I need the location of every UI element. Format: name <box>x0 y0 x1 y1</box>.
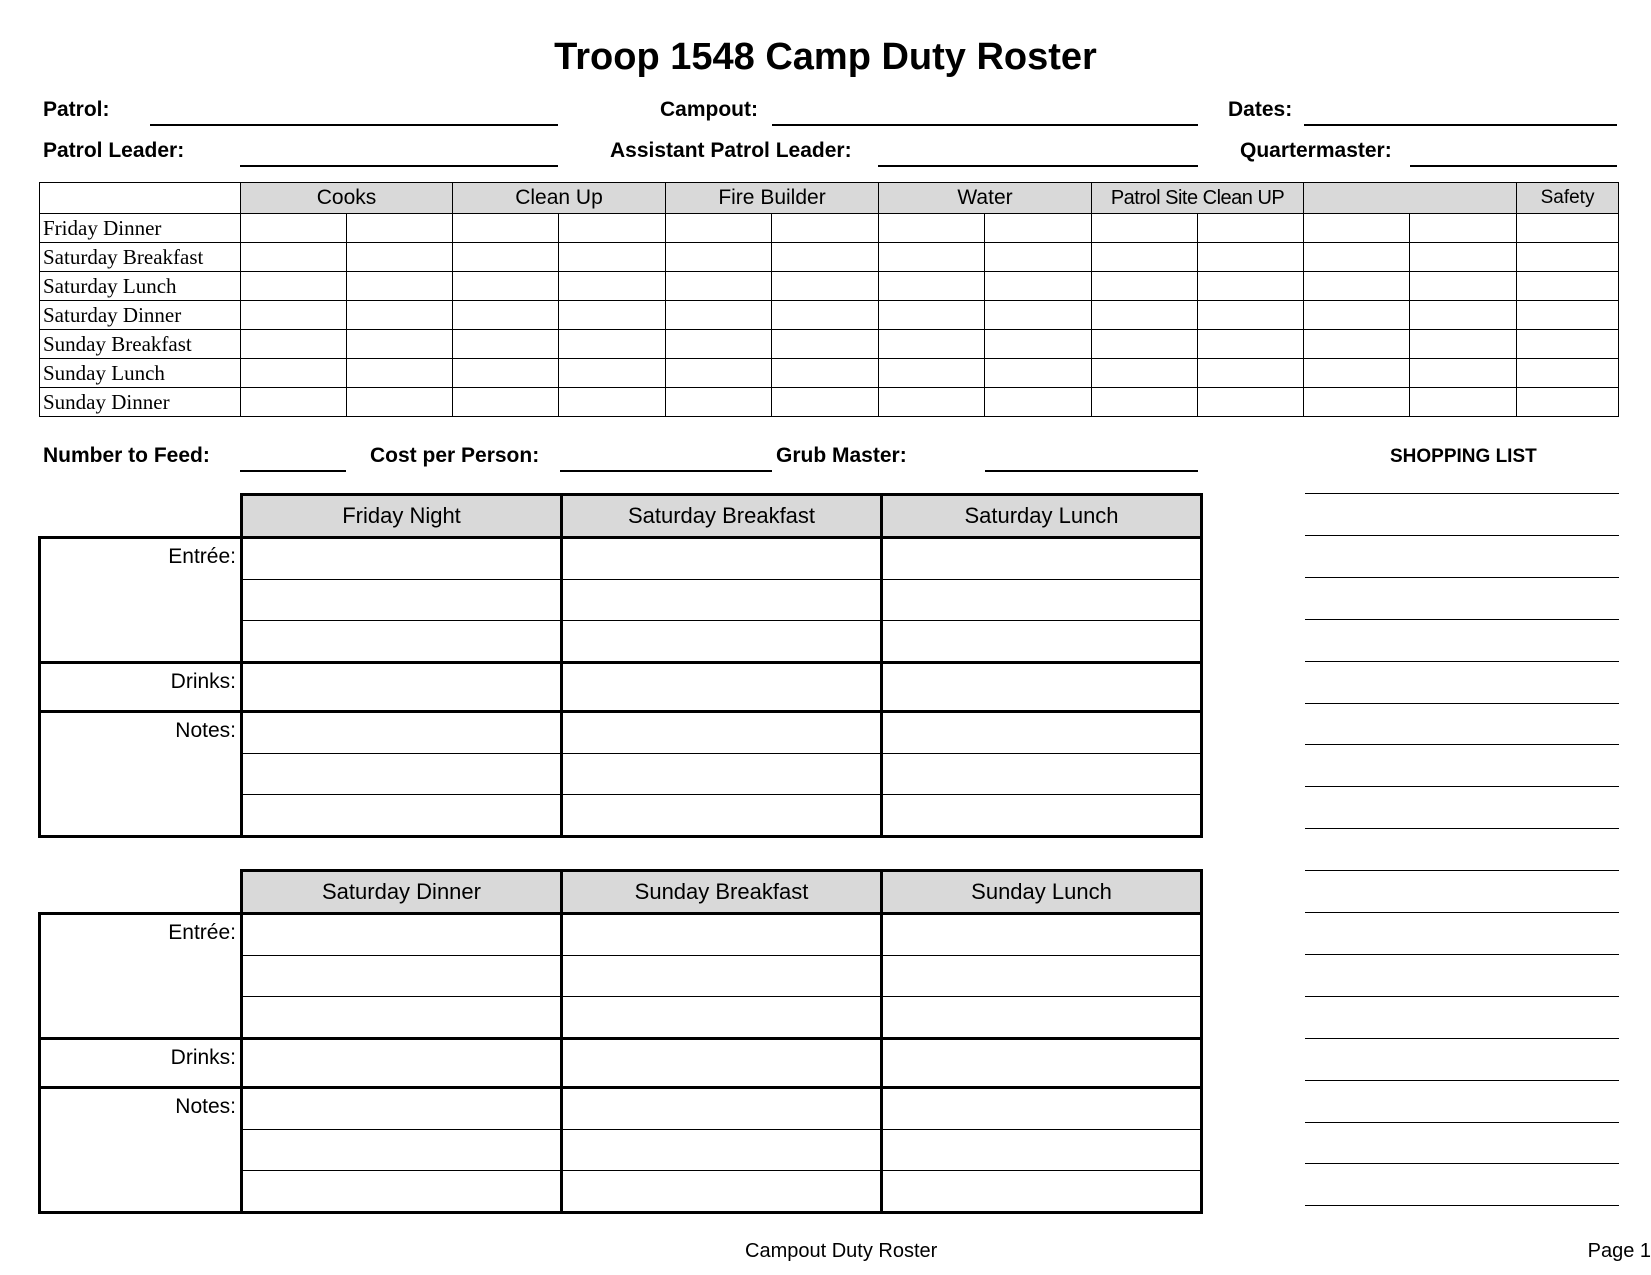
duty-cell[interactable] <box>772 359 879 388</box>
duty-meal-label: Saturday Lunch <box>40 272 241 301</box>
patrol-leader-label: Patrol Leader: <box>43 139 185 162</box>
duty-cell[interactable] <box>985 359 1092 388</box>
duty-cell[interactable] <box>1092 214 1198 243</box>
notes-label: Notes: <box>40 1088 242 1213</box>
duty-cell[interactable] <box>453 272 559 301</box>
duty-cell[interactable] <box>559 388 666 417</box>
duty-cell[interactable] <box>1198 301 1304 330</box>
menu-cell[interactable] <box>242 580 562 621</box>
menu-cell[interactable] <box>242 754 562 795</box>
menu-col-saturday-dinner: Saturday Dinner <box>242 871 562 914</box>
duty-cell[interactable] <box>1410 301 1517 330</box>
duty-cell[interactable] <box>985 272 1092 301</box>
duty-row <box>40 388 1619 417</box>
assistant-patrol-leader-label: Assistant Patrol Leader: <box>610 139 852 162</box>
duty-cell[interactable] <box>772 330 879 359</box>
duty-cell[interactable] <box>1304 301 1410 330</box>
duty-cell[interactable] <box>1304 214 1410 243</box>
menu-cell[interactable] <box>242 663 562 712</box>
duty-cell[interactable] <box>1410 330 1517 359</box>
duty-cell[interactable] <box>1410 214 1517 243</box>
campout-label: Campout: <box>660 98 758 121</box>
menu-cell[interactable] <box>242 1088 562 1130</box>
menu-table-1 <box>38 493 1203 838</box>
duty-col-fire-builder: Fire Builder <box>666 183 879 214</box>
dates-field[interactable] <box>1304 124 1617 126</box>
menu-corner-cell <box>40 495 242 538</box>
grub-master-label: Grub Master: <box>776 444 907 467</box>
shopping-list-line[interactable] <box>1305 828 1619 829</box>
duty-cell[interactable] <box>1092 330 1198 359</box>
duty-cell[interactable] <box>241 330 347 359</box>
menu-cell[interactable] <box>242 1039 562 1088</box>
duty-cell[interactable] <box>241 301 347 330</box>
duty-cell[interactable] <box>241 214 347 243</box>
menu-cell[interactable] <box>882 1088 1202 1130</box>
menu-cell[interactable] <box>562 1130 882 1171</box>
duty-meal-label: Sunday Dinner <box>40 388 241 417</box>
duty-meal-label: Sunday Breakfast <box>40 330 241 359</box>
patrol-field[interactable] <box>150 124 558 126</box>
menu-cell[interactable] <box>562 538 882 580</box>
menu-cell[interactable] <box>562 956 882 997</box>
duty-row <box>40 301 1619 330</box>
duty-cell[interactable] <box>1410 272 1517 301</box>
shopping-list-line[interactable] <box>1305 786 1619 787</box>
menu-cell[interactable] <box>882 1039 1202 1088</box>
menu-cell[interactable] <box>242 997 562 1039</box>
duty-cell[interactable] <box>985 214 1092 243</box>
duty-cell[interactable] <box>666 359 772 388</box>
duty-row <box>40 359 1619 388</box>
menu-cell[interactable] <box>882 754 1202 795</box>
grub-master-field[interactable] <box>985 470 1198 472</box>
duty-col-cooks: Cooks <box>241 183 453 214</box>
menu-cell[interactable] <box>562 621 882 663</box>
shopping-list-line[interactable] <box>1305 1205 1619 1206</box>
duty-cell[interactable] <box>1517 359 1619 388</box>
menu-cell[interactable] <box>242 795 562 837</box>
duty-corner-cell <box>40 183 241 214</box>
duty-cell[interactable] <box>666 214 772 243</box>
duty-row <box>40 243 1619 272</box>
patrol-label: Patrol: <box>43 98 110 121</box>
duty-cell[interactable] <box>879 359 985 388</box>
shopping-list-line[interactable] <box>1305 493 1619 494</box>
drinks-label: Drinks: <box>40 1039 242 1088</box>
duty-cell[interactable] <box>453 359 559 388</box>
cost-per-person-label: Cost per Person: <box>370 444 540 467</box>
duty-cell[interactable] <box>453 243 559 272</box>
duty-meal-label: Friday Dinner <box>40 214 241 243</box>
shopping-list-line[interactable] <box>1305 954 1619 955</box>
menu-cell[interactable] <box>242 538 562 580</box>
duty-cell[interactable] <box>1517 272 1619 301</box>
menu-corner-cell <box>40 871 242 914</box>
duty-cell[interactable] <box>879 330 985 359</box>
duty-cell[interactable] <box>1410 388 1517 417</box>
duty-cell[interactable] <box>347 388 453 417</box>
duty-cell[interactable] <box>453 214 559 243</box>
dates-label: Dates: <box>1228 98 1293 121</box>
shopping-list-line[interactable] <box>1305 1122 1619 1123</box>
menu-cell[interactable] <box>242 914 562 956</box>
duty-cell[interactable] <box>1517 243 1619 272</box>
duty-cell[interactable] <box>772 388 879 417</box>
duty-cell[interactable] <box>879 272 985 301</box>
menu-cell[interactable] <box>562 795 882 837</box>
menu-cell[interactable] <box>242 1130 562 1171</box>
duty-cell[interactable] <box>347 272 453 301</box>
duty-cell[interactable] <box>772 272 879 301</box>
menu-cell[interactable] <box>562 997 882 1039</box>
duty-cell[interactable] <box>453 330 559 359</box>
duty-cell[interactable] <box>879 243 985 272</box>
duty-meal-label: Sunday Lunch <box>40 359 241 388</box>
duty-cell[interactable] <box>347 214 453 243</box>
duty-cell[interactable] <box>1517 214 1619 243</box>
menu-cell[interactable] <box>242 621 562 663</box>
entree-label: Entrée: <box>40 914 242 1039</box>
menu-cell[interactable] <box>882 663 1202 712</box>
footer-title: Campout Duty Roster <box>745 1240 938 1262</box>
duty-meal-label: Saturday Breakfast <box>40 243 241 272</box>
shopping-list-line[interactable] <box>1305 996 1619 997</box>
quartermaster-label: Quartermaster: <box>1240 139 1392 162</box>
duty-header-row <box>40 183 1619 214</box>
duty-cell[interactable] <box>1092 388 1198 417</box>
duty-cell[interactable] <box>985 330 1092 359</box>
number-to-feed-label: Number to Feed: <box>43 444 210 467</box>
duty-cell[interactable] <box>559 214 666 243</box>
duty-cell[interactable] <box>241 359 347 388</box>
menu-cell[interactable] <box>882 795 1202 837</box>
shopping-list-line[interactable] <box>1305 703 1619 704</box>
shopping-list-line[interactable] <box>1305 744 1619 745</box>
page-title: Troop 1548 Camp Duty Roster <box>554 36 1097 78</box>
duty-cell[interactable] <box>1092 301 1198 330</box>
duty-cell[interactable] <box>559 243 666 272</box>
duty-cell[interactable] <box>1198 388 1304 417</box>
duty-cell[interactable] <box>879 214 985 243</box>
duty-cell[interactable] <box>879 388 985 417</box>
duty-col-safety: Safety <box>1517 183 1619 214</box>
cost-per-person-field[interactable] <box>560 470 772 472</box>
shopping-list-line[interactable] <box>1305 661 1619 662</box>
duty-cell[interactable] <box>347 359 453 388</box>
shopping-list-line[interactable] <box>1305 912 1619 913</box>
duty-cell[interactable] <box>666 301 772 330</box>
notes-label: Notes: <box>40 712 242 837</box>
duty-cell[interactable] <box>1517 301 1619 330</box>
menu-cell[interactable] <box>882 1171 1202 1213</box>
menu-cell[interactable] <box>562 914 882 956</box>
duty-cell[interactable] <box>1517 388 1619 417</box>
drinks-label: Drinks: <box>40 663 242 712</box>
duty-cell[interactable] <box>1304 359 1410 388</box>
duty-cell[interactable] <box>1198 330 1304 359</box>
menu-cell[interactable] <box>242 1171 562 1213</box>
shopping-list-line[interactable] <box>1305 619 1619 620</box>
menu-cell[interactable] <box>562 580 882 621</box>
duty-cell[interactable] <box>666 330 772 359</box>
campout-field[interactable] <box>772 124 1198 126</box>
menu-header-row <box>40 495 1202 538</box>
duty-cell[interactable] <box>985 301 1092 330</box>
duty-cell[interactable] <box>559 301 666 330</box>
quartermaster-field[interactable] <box>1410 165 1617 167</box>
duty-cell[interactable] <box>453 388 559 417</box>
duty-cell[interactable] <box>879 301 985 330</box>
menu-cell[interactable] <box>882 621 1202 663</box>
number-to-feed-field[interactable] <box>240 470 346 472</box>
duty-cell[interactable] <box>347 243 453 272</box>
duty-cell[interactable] <box>1304 388 1410 417</box>
shopping-list-line[interactable] <box>1305 1163 1619 1164</box>
menu-cell[interactable] <box>242 712 562 754</box>
menu-col-sunday-lunch: Sunday Lunch <box>882 871 1202 914</box>
menu-cell[interactable] <box>562 1088 882 1130</box>
menu-cell[interactable] <box>562 712 882 754</box>
duty-cell[interactable] <box>985 388 1092 417</box>
menu-cell[interactable] <box>882 997 1202 1039</box>
menu-cell[interactable] <box>562 754 882 795</box>
shopping-list-line[interactable] <box>1305 1080 1619 1081</box>
shopping-list-line[interactable] <box>1305 577 1619 578</box>
duty-col-clean-up: Clean Up <box>453 183 666 214</box>
menu-col-saturday-lunch: Saturday Lunch <box>882 495 1202 538</box>
menu-cell[interactable] <box>562 1171 882 1213</box>
duty-cell[interactable] <box>559 272 666 301</box>
duty-cell[interactable] <box>241 272 347 301</box>
menu-header-row <box>40 871 1202 914</box>
page-number: Page 1 <box>1587 1240 1651 1262</box>
shopping-list-title: SHOPPING LIST <box>1390 446 1537 467</box>
duty-cell[interactable] <box>772 214 879 243</box>
duty-cell[interactable] <box>1410 359 1517 388</box>
menu-cell[interactable] <box>882 712 1202 754</box>
duty-cell[interactable] <box>241 388 347 417</box>
duty-col-patrol-site-clean-up: Patrol Site Clean UP <box>1092 183 1304 214</box>
duty-cell[interactable] <box>1198 243 1304 272</box>
duty-cell[interactable] <box>666 272 772 301</box>
menu-cell[interactable] <box>882 580 1202 621</box>
duty-cell[interactable] <box>1198 272 1304 301</box>
menu-cell[interactable] <box>562 1039 882 1088</box>
duty-cell[interactable] <box>985 243 1092 272</box>
duty-cell[interactable] <box>1092 272 1198 301</box>
duty-cell[interactable] <box>559 359 666 388</box>
duty-row <box>40 330 1619 359</box>
duty-cell[interactable] <box>347 330 453 359</box>
duty-cell[interactable] <box>347 301 453 330</box>
duty-cell[interactable] <box>1517 330 1619 359</box>
duty-meal-label: Saturday Dinner <box>40 301 241 330</box>
entree-label: Entrée: <box>40 538 242 663</box>
menu-cell[interactable] <box>882 538 1202 580</box>
duty-cell[interactable] <box>666 243 772 272</box>
duty-cell[interactable] <box>1198 359 1304 388</box>
menu-cell[interactable] <box>882 914 1202 956</box>
duty-cell[interactable] <box>1092 359 1198 388</box>
menu-table-2 <box>38 869 1203 1214</box>
duty-cell[interactable] <box>1092 243 1198 272</box>
menu-cell[interactable] <box>882 956 1202 997</box>
duty-cell[interactable] <box>241 243 347 272</box>
menu-col-saturday-breakfast: Saturday Breakfast <box>562 495 882 538</box>
duty-cell[interactable] <box>1410 243 1517 272</box>
duty-row <box>40 214 1619 243</box>
duty-col-water: Water <box>879 183 1092 214</box>
shopping-list-line[interactable] <box>1305 535 1619 536</box>
duty-cell[interactable] <box>772 243 879 272</box>
assistant-patrol-leader-field[interactable] <box>878 165 1198 167</box>
duty-cell[interactable] <box>559 330 666 359</box>
menu-cell[interactable] <box>882 1130 1202 1171</box>
duty-cell[interactable] <box>1304 330 1410 359</box>
shopping-list-line[interactable] <box>1305 870 1619 871</box>
menu-cell[interactable] <box>242 956 562 997</box>
patrol-leader-field[interactable] <box>240 165 558 167</box>
duty-cell[interactable] <box>1198 214 1304 243</box>
shopping-list-line[interactable] <box>1305 1038 1619 1039</box>
duty-cell[interactable] <box>1304 272 1410 301</box>
duty-cell[interactable] <box>772 301 879 330</box>
menu-cell[interactable] <box>562 663 882 712</box>
duty-cell[interactable] <box>453 301 559 330</box>
menu-col-sunday-breakfast: Sunday Breakfast <box>562 871 882 914</box>
duty-cell[interactable] <box>666 388 772 417</box>
duty-col-blank <box>1304 183 1517 214</box>
menu-col-friday-night: Friday Night <box>242 495 562 538</box>
duty-cell[interactable] <box>1304 243 1410 272</box>
duty-row <box>40 272 1619 301</box>
duty-roster-table <box>39 182 1619 417</box>
